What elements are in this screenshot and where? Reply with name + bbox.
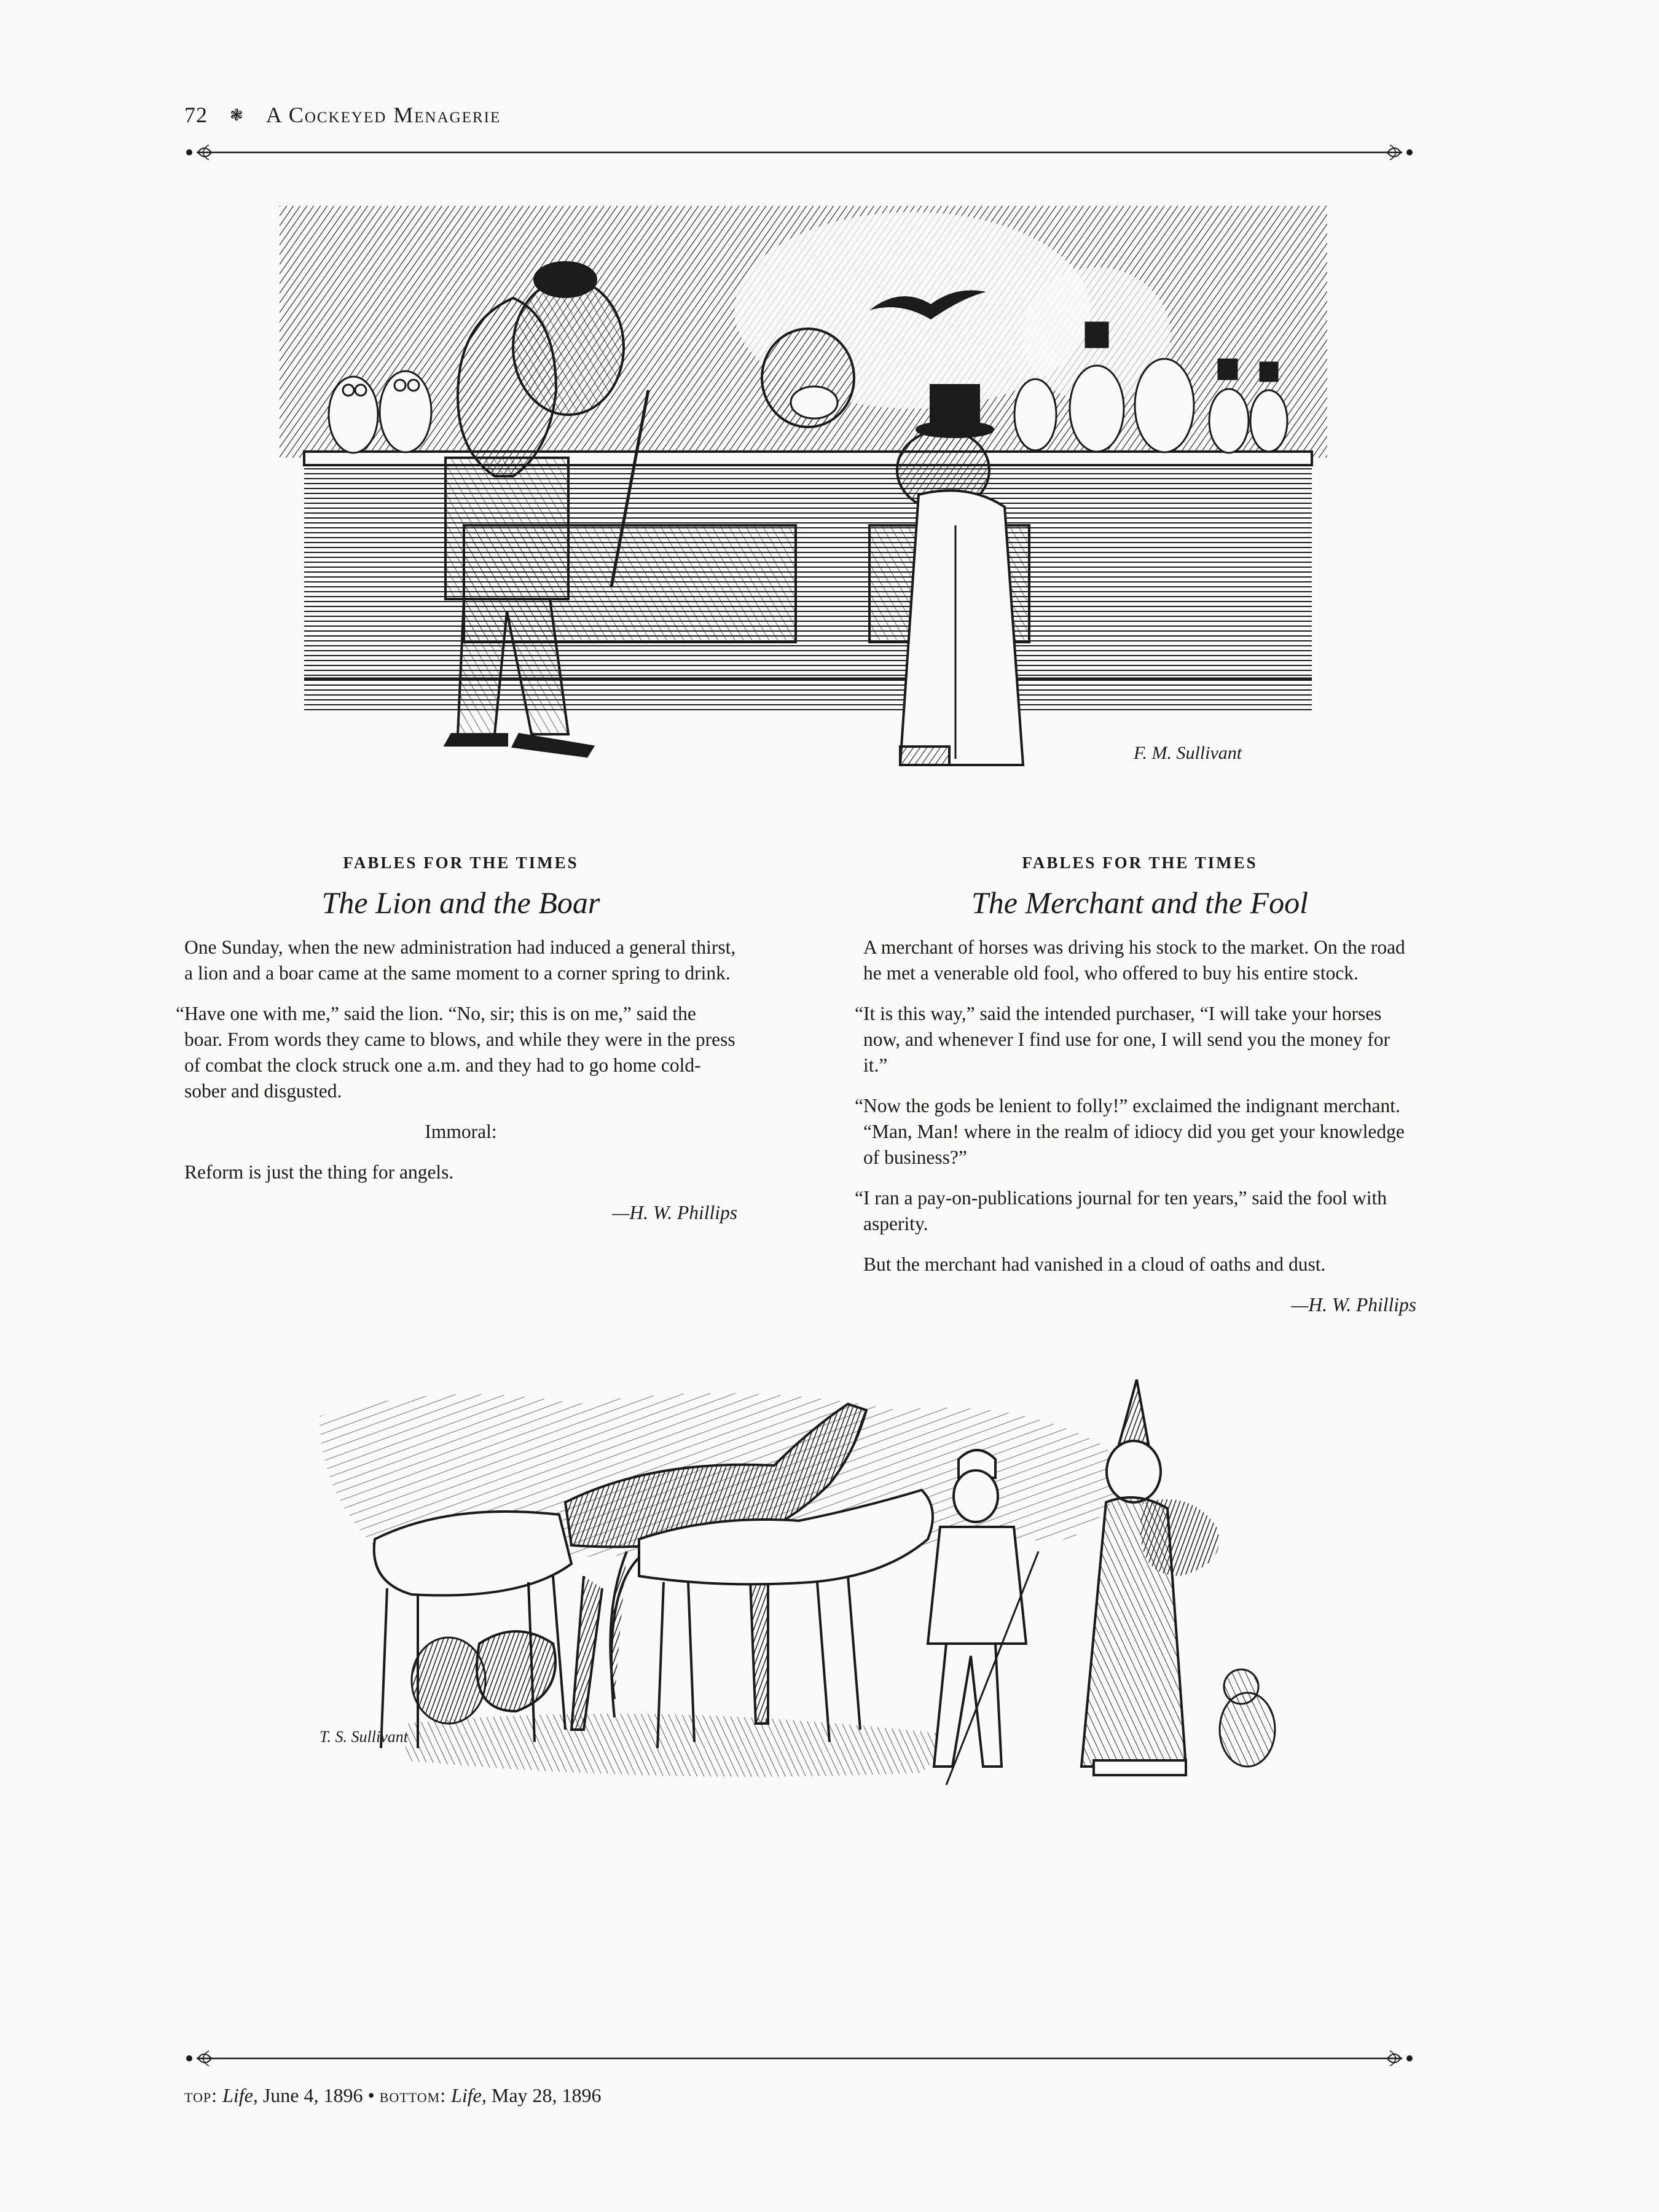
right-story-paragraph: But the merchant had vanished in a cloud of oaths and dust. [863,1253,1326,1275]
left-story-kicker: FABLES FOR THE TIMES [343,853,579,872]
moral-heading: Immoral: [425,1121,497,1142]
right-story-kicker: FABLES FOR THE TIMES [1022,853,1258,872]
right-story-title: The Merchant and the Fool [971,885,1309,920]
left-story-paragraph: One Sunday, when the new administration had induced a general thirst, a lion and a boar came at the same moment to a corner spring to drink. [184,936,736,984]
left-story-title: The Lion and the Boar [321,885,600,920]
right-story-byline: —H. W. Phillips [1291,1294,1416,1316]
merchant-and-fool-illustration [295,1379,1327,1800]
lion-and-boar-drawing [280,206,1327,786]
credit-bottom-source: Life [451,2084,482,2106]
merchant-and-fool-story [855,850,1416,1318]
running-header [184,102,501,128]
credit-bottom-date: , May 28, 1896 [481,2084,602,2106]
book-title: A Cockeyed Menagerie [265,103,501,127]
right-story-paragraph: “I ran a pay-on-publications journal for ten years,” said the fool with asperity. [855,1187,1387,1234]
moral-text: Reform is just the thing for angels. [184,1161,454,1183]
right-story-paragraph: “It is this way,” said the intended purchaser, “I will take your horses now, and whenever I find use for one, I will send you the money for it.” [855,1003,1390,1076]
credit-top-source: Life [222,2084,253,2106]
right-story-paragraph: “Now the gods be lenient to folly!” exclaimed the indignant merchant. “Man, Man! where in the realm of idiocy did you get your knowledge of business?” [855,1095,1405,1168]
footer-rule [184,2046,1414,2071]
credit-top-label: top: [184,2084,218,2106]
bottom-illustration-signature: T. S. Sullivant [320,1728,408,1746]
credit-top-date: , June 4, 1896 [253,2084,363,2106]
image-credits [184,2084,602,2107]
lion-and-boar-illustration [280,206,1327,786]
left-story-byline: —H. W. Phillips [612,1202,737,1223]
top-illustration-signature: F. M. Sullivant [1134,743,1242,763]
left-story-paragraph: “Have one with me,” said the lion. “No, sir; this is on me,” said the boar. From words they came to blows, and while they were in the press of combat the clock struck one a.m. and they had to go home cold-sober and disgusted. [176,1003,735,1102]
lion-and-boar-story [176,850,737,1226]
page-number: 72 [184,103,208,127]
credit-separator: • [363,2084,380,2106]
right-story-paragraph: A merchant of horses was driving his stock to the market. On the road he met a venerable old fool, who offered to buy his entire stock. [863,936,1405,984]
flower-ornament-icon: ❃ [230,106,244,124]
horses-merchant-fool-drawing [295,1379,1327,1800]
credit-bottom-label: bottom: [379,2084,447,2106]
header-rule [184,140,1414,165]
